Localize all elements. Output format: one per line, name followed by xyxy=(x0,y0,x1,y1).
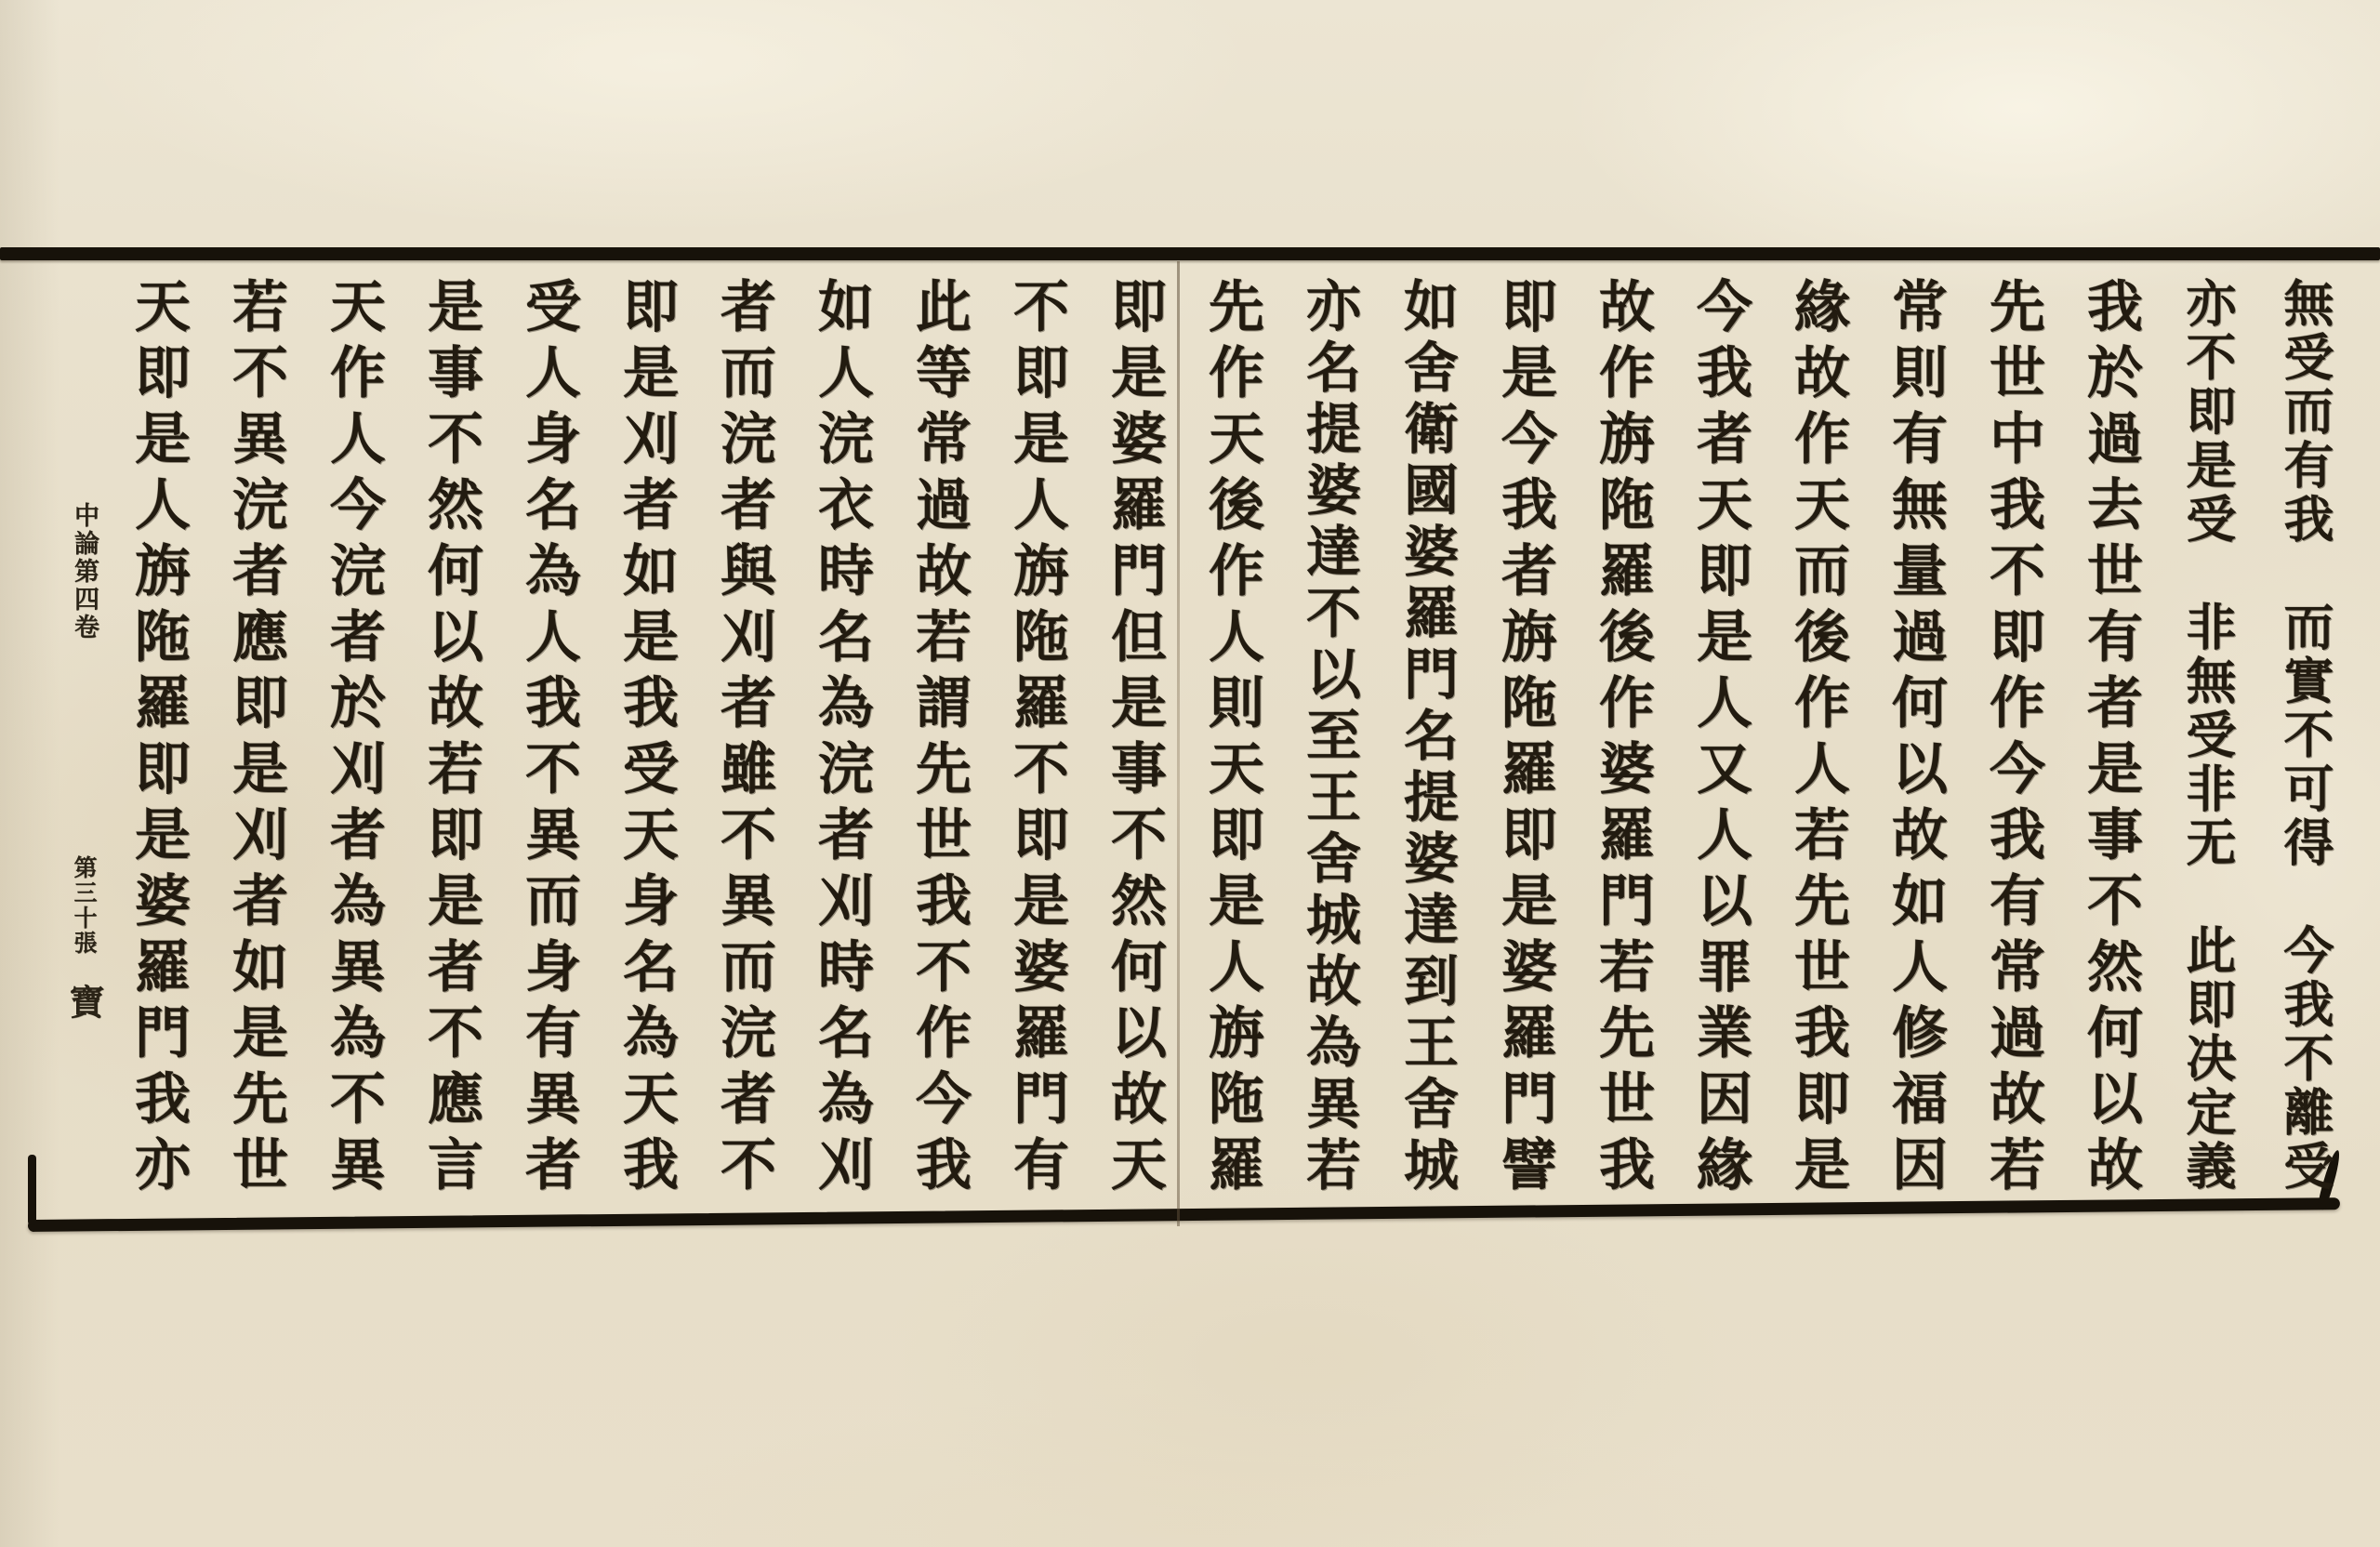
text-column: 者而浣者與刈者雖不異而浣者不 xyxy=(711,277,776,1201)
margin-volume-label: 中論第四卷 xyxy=(70,502,99,641)
text-column: 若不異浣者應即是刈者如是先世 xyxy=(223,277,288,1201)
text-column: 緣故作天而後作人若先世我即是 xyxy=(1785,277,1850,1201)
text-column: 故作旃陁羅後作婆羅門若先世我 xyxy=(1590,277,1655,1201)
text-column: 常則有無量過何以故如人修福因 xyxy=(1883,277,1948,1201)
text-column: 我於過去世有者是事不然何以故 xyxy=(2078,277,2143,1201)
text-column: 今我者天即是人又人以罪業因緣 xyxy=(1687,277,1752,1201)
text-column: 此等常過故若謂先世我不作今我 xyxy=(906,277,972,1201)
text-column: 即是今我者旃陁羅即是婆羅門譬 xyxy=(1492,277,1557,1201)
text-column: 是事不然何以故若即是者不應言 xyxy=(418,277,483,1201)
text-column: 如人浣衣時名為浣者刈時名為刈 xyxy=(809,277,874,1201)
top-frame-border xyxy=(0,247,2380,260)
text-column: 即是刈者如是我受天身名為天我 xyxy=(614,277,679,1201)
margin-sheet-number-label: 第三十張 xyxy=(71,855,98,956)
text-column: 亦名提婆達不以至王舍城故為異若 xyxy=(1297,277,1361,1197)
sutra-text-block xyxy=(109,277,2354,1225)
text-column: 無受而有我 而實不可得 今我不離受 xyxy=(2276,277,2335,1194)
text-column: 先世中我不即作今我有常過故若 xyxy=(1980,277,2045,1201)
bottom-border-left-stub xyxy=(28,1155,36,1225)
margin-collation-mark: 寶 xyxy=(63,984,105,1019)
text-column: 受人身名為人我不異而身有異者 xyxy=(516,277,581,1201)
text-column: 天即是人旃陁羅即是婆羅門我亦 xyxy=(126,277,191,1201)
text-column: 先作天後作人則天即是人旃陁羅 xyxy=(1199,277,1264,1201)
text-column: 天作人今浣者於刈者為異為不異 xyxy=(321,277,386,1201)
text-column: 如舍衛國婆羅門名提婆達到王舍城 xyxy=(1395,277,1459,1197)
text-column: 亦不即是受 非無受非无 此即决定義 xyxy=(2178,277,2238,1194)
text-column: 即是婆羅門但是事不然何以故天 xyxy=(1102,277,1167,1201)
text-column: 不即是人旃陁羅不即是婆羅門有 xyxy=(1004,277,1069,1201)
